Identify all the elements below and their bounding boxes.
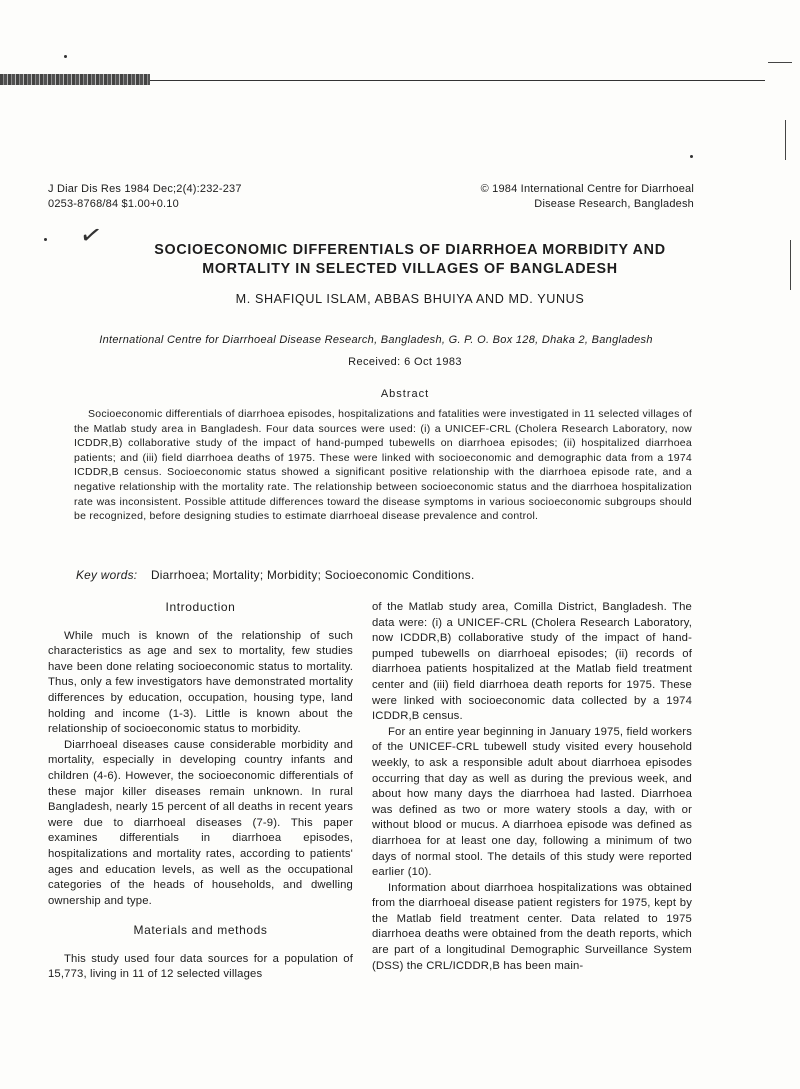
issn-price: 0253-8768/84 $1.00+0.10 bbox=[48, 198, 179, 210]
authors: M. SHAFIQUL ISLAM, ABBAS BHUIYA AND MD. YUNUS bbox=[235, 292, 585, 306]
keywords-label: Key words: bbox=[76, 568, 138, 582]
title-line: MORTALITY IN SELECTED VILLAGES OF BANGLADESH bbox=[202, 261, 618, 277]
paragraph: While much is known of the relationship of such characteristics as age and sex to mortality, few studies have been done relating socioeconomic status to mortality. Thus, only a few investigators have demonstrated mortality differences by education, occupation, housing type, land holding and income (1-3). Little is known about the relationship of socioeconomic status to morbidity. bbox=[48, 629, 353, 736]
copyright-line: Disease Research, Bangladesh bbox=[534, 198, 694, 210]
title-line: SOCIOECONOMIC DIFFERENTIALS OF DIARRHOEA MORBIDITY AND bbox=[154, 242, 666, 258]
keywords bbox=[76, 568, 475, 582]
citation-right bbox=[481, 182, 694, 212]
journal-reference: J Diar Dis Res 1984 Dec;2(4):232-237 bbox=[48, 183, 242, 195]
paragraph: This study used four data sources for a population of 15,773, living in 11 of 12 selected villages bbox=[48, 952, 353, 981]
scan-artifact-bar bbox=[0, 74, 150, 85]
section-heading-methods: Materials and methods bbox=[133, 923, 268, 938]
scan-speck bbox=[690, 155, 693, 158]
paragraph: Diarrhoeal diseases cause considerable morbidity and mortality, especially in developing country infants and children (4-6). However, the socioeconomic differentials of these major killer diseases remain unknown. In rural Bangladesh, nearly 15 percent of all deaths in recent years were due to diarrhoeal diseases (7-9). This paper examines differentials in diarrhoea episodes, hospitalizations and mortality rates, according to patients' ages and education levels, as well as the occupational categories of the heads of households, and dwelling ownership and type. bbox=[48, 738, 353, 907]
scan-edge-mark bbox=[790, 240, 791, 290]
paper-title bbox=[80, 241, 740, 279]
column-left bbox=[48, 600, 353, 983]
received-date: Received: 6 Oct 1983 bbox=[348, 356, 462, 368]
scan-edge-mark bbox=[768, 62, 792, 63]
copyright-line: © 1984 International Centre for Diarrhoeal bbox=[480, 183, 694, 195]
paragraph: Information about diarrhoea hospitalizations was obtained from the diarrhoeal disease patient registers for 1975, kept by the Matlab field treatment center. Data related to 1975 diarrhoea deaths were obtained from the death reports, which are part of a longitudinal Demographic Surveillance System (DSS) the CRL/ICDDR,B has been main- bbox=[372, 881, 692, 972]
scan-speck bbox=[64, 55, 67, 58]
citation-left bbox=[48, 182, 242, 212]
handwritten-check-mark: ✓ bbox=[77, 218, 105, 252]
scan-edge-mark bbox=[785, 120, 786, 160]
abstract-body bbox=[74, 407, 692, 524]
column-right bbox=[372, 600, 692, 974]
scan-artifact-rule bbox=[150, 80, 765, 81]
abstract-heading: Abstract bbox=[380, 388, 430, 400]
scan-speck bbox=[44, 238, 47, 241]
paragraph: of the Matlab study area, Comilla District, Bangladesh. The data were: (i) a UNICEF-CRL (Cholera Research Laboratory, now ICDDR,B) collaborative study of the impact of hand-pumped tubewells on diarrhoeal episodes; (ii) records of diarrhoea patients hospitalized at the Matlab field treatment center and (iii) field diarrhoea death reports for 1975. These were linked with socioeconomic data collected by a 1974 ICDDR,B census. bbox=[372, 601, 692, 723]
affiliation: International Centre for Diarrhoeal Disease Research, Bangladesh, G. P. O. Box 128, Dhaka 2, Bangladesh bbox=[99, 334, 653, 346]
abstract-text: Socioeconomic differentials of diarrhoea episodes, hospitalizations and fatalities were investigated in 11 selected villages of the Matlab study area in Bangladesh. Four data sources were used: (i) a UNICEF-CRL (Cholera Research Laboratory, now ICDDR,B) collaborative study of the impact of hand-pumped tubewells on diarrhoea episodes; (ii) hospitalized diarrhoea patients; and (iii) field diarrhoea deaths of 1975. These were linked with socioeconomic and demographic data from a 1974 ICDDR,B census. Socioeconomic status showed a significant positive relationship with the diarrhoea episode rate, and a negative relationship with the mortality rate. The relationship between socioeconomic status and the diarrhoea hospitalization rate was inconsistent. Possible attitude differences toward the disease symptoms in various socioeconomic subgroups should be recognized, before designing studies to estimate diarrhoeal disease prevalence and control. bbox=[74, 408, 692, 523]
keywords-text: Diarrhoea; Mortality; Morbidity; Socioeconomic Conditions. bbox=[150, 568, 475, 582]
section-heading-introduction: Introduction bbox=[165, 600, 236, 614]
paragraph: For an entire year beginning in January 1975, field workers of the UNICEF-CRL tubewell study visited every household weekly, to ask a responsible adult about diarrhoea episodes occurring that day as well as during the previous week, and about how many days the diarrhoea had lasted. Diarrhoea was defined as two or more watery stools a day, with or without blood or mucus. A diarrhoea episode was defined as diarrhoea for at least one day, following a minimum of two days of normal stool. The details of this study were reported earlier (10). bbox=[372, 725, 692, 879]
